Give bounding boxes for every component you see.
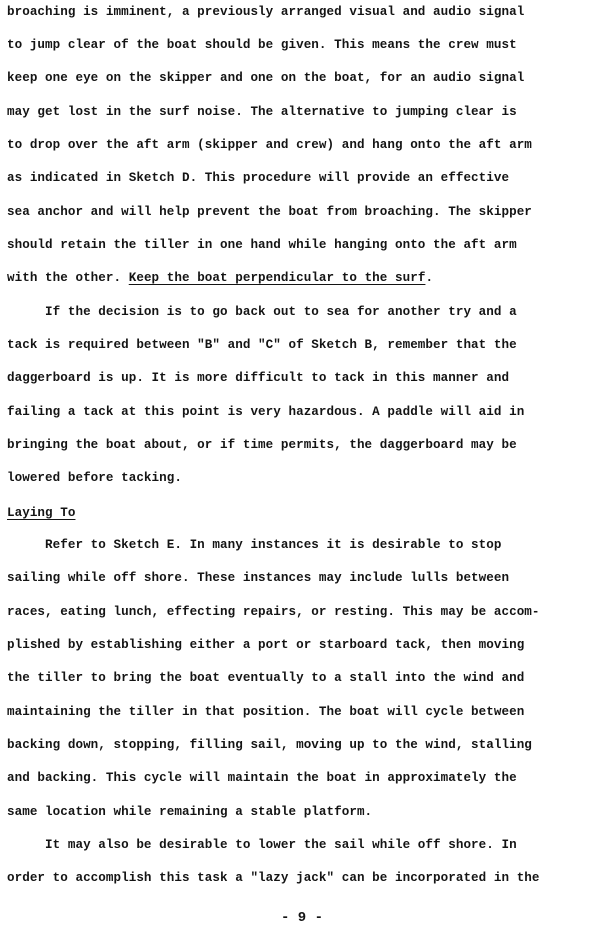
body-line: plished by establishing either a port or starboard tack, then moving xyxy=(7,638,525,652)
body-line: broaching is imminent, a previously arranged visual and audio signal xyxy=(7,5,525,19)
body-line: backing down, stopping, filling sail, moving up to the wind, stalling xyxy=(7,738,532,752)
body-line: should retain the tiller in one hand while hanging onto the aft arm xyxy=(7,238,517,252)
body-line: to jump clear of the boat should be given. This means the crew must xyxy=(7,38,517,52)
body-line: the tiller to bring the boat eventually to a stall into the wind and xyxy=(7,671,525,685)
line-end: . xyxy=(425,271,434,285)
body-line: to drop over the aft arm (skipper and crew) and hang onto the aft arm xyxy=(7,138,532,152)
body-line: tack is required between "B" and "C" of Sketch B, remember that the xyxy=(7,338,517,352)
body-line: keep one eye on the skipper and one on the boat, for an audio signal xyxy=(7,71,525,85)
body-line: Refer to Sketch E. In many instances it is desirable to stop xyxy=(7,538,502,552)
section-heading: Laying To xyxy=(7,506,76,520)
body-line: and backing. This cycle will maintain the boat in approximately the xyxy=(7,771,517,785)
body-line xyxy=(7,268,433,288)
body-line: may get lost in the surf noise. The alternative to jumping clear is xyxy=(7,105,517,119)
body-line: maintaining the tiller in that position. The boat will cycle between xyxy=(7,705,525,719)
body-line: same location while remaining a stable platform. xyxy=(7,805,373,819)
line-start: with the other. xyxy=(7,271,129,285)
body-line: If the decision is to go back out to sea for another try and a xyxy=(7,305,517,319)
body-line: races, eating lunch, effecting repairs, or resting. This may be accom- xyxy=(7,605,540,619)
body-line: sea anchor and will help prevent the boat from broaching. The skipper xyxy=(7,205,532,219)
page-number: - 9 - xyxy=(280,910,323,926)
body-line: daggerboard is up. It is more difficult to tack in this manner and xyxy=(7,371,510,385)
body-line: as indicated in Sketch D. This procedure will provide an effective xyxy=(7,171,510,185)
body-line: order to accomplish this task a "lazy jack" can be incorporated in the xyxy=(7,871,540,885)
body-line: failing a tack at this point is very hazardous. A paddle will aid in xyxy=(7,405,525,419)
body-line: lowered before tacking. xyxy=(7,471,182,485)
body-line: bringing the boat about, or if time permits, the daggerboard may be xyxy=(7,438,517,452)
emphasis-underlined: Keep the boat perpendicular to the surf xyxy=(128,271,426,285)
body-line: It may also be desirable to lower the sail while off shore. In xyxy=(7,838,517,852)
body-line: sailing while off shore. These instances may include lulls between xyxy=(7,571,510,585)
